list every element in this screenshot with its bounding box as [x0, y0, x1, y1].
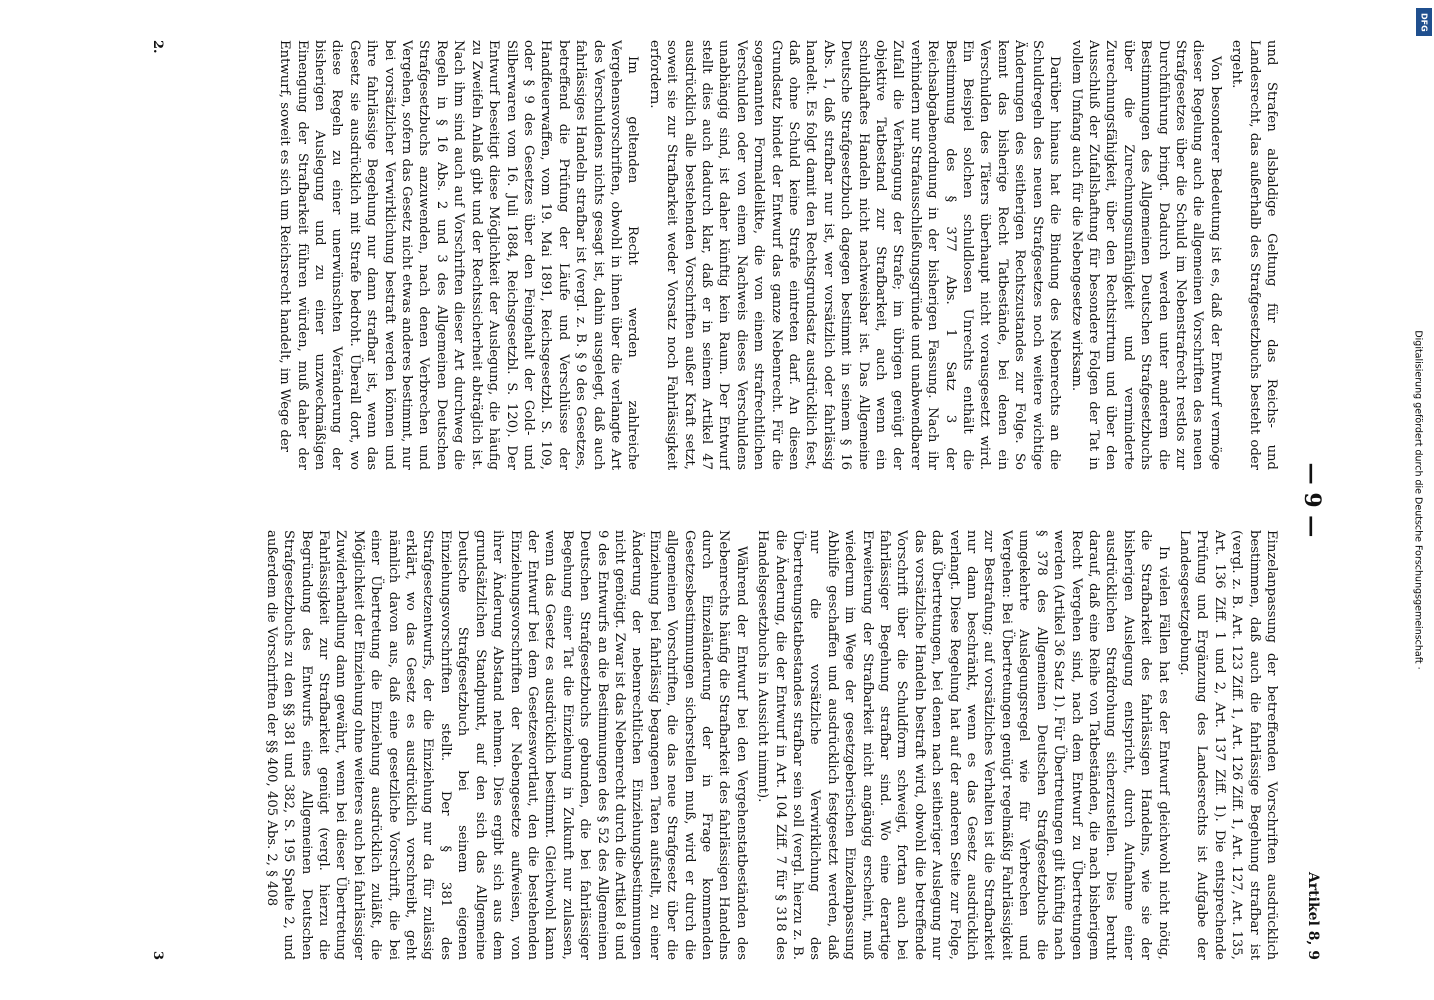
paragraph: Einzelanpassung der betreffenden Vorschriften ausdrücklich bestimmen, daß auch die fahrlässige Begehung strafbar ist (vergl. z. B. Art. 123 Ziff. 1, Art. 126 Ziff. 1, Art. 127, Art. 135, Art. 136 Ziff. 1 und 2, Art. 137 Ziff. 1). Die entsprechende Prüfung und Ergänzung des Landesrechts ist Aufgabe der Landesgesetzgebung. [1176, 530, 1279, 960]
paragraph: Während der Entwurf bei den Vergehenstatbeständen des Nebenrechts häufig die Strafbarkeit des fahrlässigen Handelns durch Einzeländerung der in Frage kommenden Gesetzesbestimmungen sicherstellen muß, wird er durch die allgemeinen Vorschriften, die das neue Strafgesetz über die Einziehung bei fahrlässig begangenen Taten aufstellt, zu einer Änderung der nebenrechtlichen Einziehungsbestimmungen nicht genötigt. Zwar ist das Nebenrecht durch die Artikel 8 und 9 des Entwurfs an die Bestimmungen des § 52 des Allgemeinen Deutschen Strafgesetzbuchs gebunden, die bei fahrlässiger Begehung einer Tat die Einziehung in Zukunft nur zulassen, wenn das Gesetz es ausdrücklich bestimmt. Gleichwohl kann der Entwurf bei dem Gesetzeswortlaut, den die bestehenden Einziehungsvorschriften der Nebengesetze aufweisen, von ihrer Änderung Abstand nehmen. Dies ergibt sich aus dem grundsätzlichen Standpunkt, auf den sich das Allgemeine Deutsche Strafgesetzbuch bei seinem eigenen Einziehungsvorschriften stellt. Der § 381 des Strafgesetzentwurfs, der die Einziehung nur da für zulässig erklärt, wo das Gesetz es ausdrücklich vorschreibt, geht nämlich davon aus, daß eine gesetzliche Vorschrift, die bei einer Übertretung die Einziehung ausdrücklich zuläßt, die Möglichkeit der Einziehung ohne weiteres auch bei fahrlässiger Zuwiderhandlung dann gewährt, wenn bei dieser Übertretung Fahrlässigkeit zur Strafbarkeit genügt (vergl. hierzu die Begründung des Entwurfs eines Allgemeinen Deutschen Strafgesetzbuchs zu den §§ 381 und 382, S. 195 Spalte 2, und außerdem die Vorschriften der §§ 400, 405 Abs. 2, § 408 [263, 530, 749, 960]
left-column [200, 40, 1280, 470]
page-number: — 9 — [1299, 462, 1325, 538]
page-header [1295, 40, 1325, 960]
paragraph: In vielen Fällen hat es der Entwurf gleichwohl nicht nötig, die Strafbarkeit des fahrlässigen Handelns, wie sie der bisherigen Auslegung entspricht, durch Aufnahme einer ausdrücklichen Strafdrohung sicherzustellen. Dies beruht darauf, daß eine Reihe von Tatbeständen, die nach bisherigem Recht Vergehen sind, nach dem Entwurf zu Übertretungen werden (Artikel 36 Satz 1). Für Übertretungen gilt künftig nach § 378 des Allgemeinen Deutschen Strafgesetzbuchs die umgekehrte Auslegungsregel wie für Verbrechen und Vergehen: Bei Übertretungen genügt regelmäßig Fahrlässigkeit zur Bestrafung; auf vorsätzliches Verhalten ist die Strafbarkeit nur dann beschränkt, wenn es das Gesetz ausdrücklich verlangt. Diese Regelung hat auf der anderen Seite zur Folge, daß Übertretungen, bei denen nach seitheriger Auslegung nur das vorsätzliche Handeln bestraft wird, obwohl die betreffende Vorschrift über die Schuldform schweigt, fortan auch bei fahrlässiger Begehung strafbar sind. Wo eine derartige Erweiterung der Strafbarkeit nicht angängig erscheint, muß wiederum im Wege der gesetzgeberischen Einzelanpassung Abhilfe geschaffen und ausdrücklich festgesetzt werden, daß nur die vorsätzliche Verwirklichung des Übertretungstatbestandes strafbar sein soll (vergl. hierzu z. B. die Änderung, die der Entwurf in Art. 104 Ziff. 7 für § 318 des Handelsgesetzbuchs in Aussicht nimmt). [755, 530, 1171, 960]
signature-mark-right: 3 [150, 950, 165, 960]
page-content [100, 0, 1420, 1000]
right-column [200, 530, 1280, 960]
article-heading: Artikel 8, 9 [1305, 871, 1321, 960]
credit-text: Digitalisierung gefördert durch die Deutsche Forschungsgemeinschaft · [1412, 330, 1424, 670]
signature-mark-left: 2. [150, 40, 165, 54]
digitization-credit [1412, 20, 1424, 980]
dfg-logo: DFG [1416, 8, 1432, 36]
paragraph: und Strafen alsbaldige Geltung für das Reichs- und Landesrecht, das außerhalb des Strafgesetzbuchs besteht oder ergeht. [1229, 40, 1279, 470]
paragraph: Von besonderer Bedeutung ist es, daß der Entwurf vermöge dieser Regelung auch die allgemeinen Vorschriften des neuen Strafgesetzes über die Schuld im Nebenstrafrecht restlos zur Durchführung bringt. Dadurch werden unter anderem die Bestimmungen des Allgemeinen Deutschen Strafgesetzbuchs über die Zurechnungsunfähigkeit und verminderte Zurechnungsfähigkeit, über den Rechtsirrtum und über den Ausschluß der Zufallshaftung für besondere Folgen der Tat in vollem Umfang auch für die Nebengesetze wirksam. [1068, 40, 1223, 470]
paragraph: Im geltenden Recht werden zahlreiche Vergehensvorschriften, obwohl in ihnen über die verlangte Art des Verschuldens nichts gesagt ist, dahin ausgelegt, daß auch fahrlässiges Handeln strafbar ist (vergl. z. B. § 9 des Gesetzes, betreffend die Prüfung der Läufe und Verschlüsse der Handfeuerwaffen, vom 19. Mai 1891, Reichsgesetzbl. S. 109, oder § 9 des Gesetzes über den Feingehalt der Gold- und Silberwaren vom 16. Juli 1884, Reichsgesetzbl. S. 120). Der Entwurf beseitigt diese Möglichkeit der Auslegung, die häufig zu Zweifeln Anlaß gibt und der Rechtssicherheit abträglich ist. Nach ihm sind auch auf Vorschriften dieser Art durchweg die Regeln in § 16 Abs. 2 und 3 des Allgemeinen Deutschen Strafgesetzbuchs anzuwenden, nach denen Verbrechen und Vergehen, sofern das Gesetz nicht etwas anderes bestimmt, nur bei vorsätzlicher Verwirklichung bestraft werden können und ihre fahrlässige Begehung nur dann strafbar ist, wenn das Gesetz sie ausdrücklich mit Strafe bedroht. Überall dort, wo diese Regeln zu einer unerwünschten Veränderung der bisherigen Auslegung und zu einer unzweckmäßigen Einengung der Strafbarkeit führen würden, muß daher der Entwurf, soweit es sich um Reichsrecht handelt, im Wege der [277, 40, 641, 470]
paragraph: Darüber hinaus hat die Bindung des Nebenrechts an die Schuldregeln des neuen Strafgesetzes noch weitere wichtige Änderungen des seitherigen Rechtszustandes zur Folge. So kennt das bisherige Recht Tatbestände, bei denen ein Verschulden des Täters überhaupt nicht vorausgesetzt wird. Ein Beispiel solchen schuldlosen Unrechts enthält die Bestimmung des § 377 Abs. 1 Satz 3 der Reichsabgabenordnung in der bisherigen Fassung. Nach ihr verhindern nur Strafausschließungsgründe und unabwendbarer Zufall die Verhängung der Strafe; im übrigen genügt der objektive Tatbestand zur Strafbarkeit, auch wenn ein schuldhaftes Handeln nicht nachweisbar ist. Das Allgemeine Deutsche Strafgesetzbuch dagegen bestimmt in seinem § 16 Abs. 1, daß strafbar nur ist, wer vorsätzlich oder fahrlässig handelt. Es folgt damit den Rechtsgrundsatz ausdrücklich fest, daß ohne Schuld keine Strafe eintreten darf. An diesen Grundsatz bindet der Entwurf das ganze Nebenrecht. Für die sogenannten Formaldelikte, die von einem strafrechtlichen Verschulden oder von einem Nachweis dieses Verschuldens unabhängig sind, ist daher künftig kein Raum. Der Entwurf stellt dies auch dadurch klar, daß er in seinem Artikel 47 ausdrücklich alle bestehenden Vorschriften außer Kraft setzt, soweit sie zur Strafbarkeit weder Vorsatz noch Fahrlässigkeit erfordern. [646, 40, 1063, 470]
rotated-page [100, 0, 1420, 1000]
